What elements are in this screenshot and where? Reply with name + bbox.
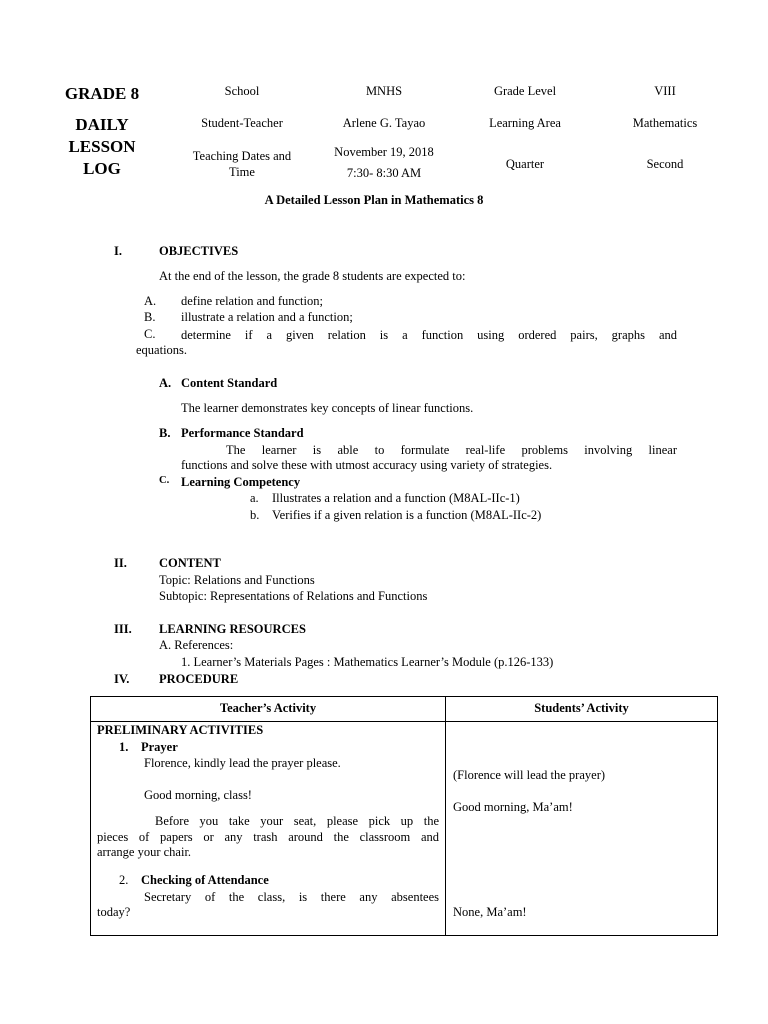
grade-level-label: Grade Level	[493, 84, 557, 98]
resources-lm-pages: 1. Learner’s Materials Pages : Mathematics Learner’s Module (p.126-133)	[181, 655, 554, 669]
performance-standard-heading: Performance Standard	[181, 426, 304, 440]
performance-standard-line-1: The learner is able to formulate real-life problems involving linear	[226, 443, 677, 457]
performance-standard-letter: B.	[159, 426, 171, 440]
learning-competency-letter: C.	[159, 475, 170, 486]
student-attendance-response: None, Ma’am!	[453, 905, 527, 919]
table-header-divider	[91, 721, 717, 722]
grade-level-value: VIII	[654, 84, 676, 98]
resources-references: A. References:	[159, 638, 234, 652]
dll-line-1: DAILY	[75, 115, 129, 134]
student-prayer-response: (Florence will lead the prayer)	[453, 768, 606, 782]
quarter-label: Quarter	[505, 157, 545, 171]
table-column-divider	[445, 697, 446, 935]
objective-b-letter: B.	[144, 310, 156, 324]
competency-b-letter: b.	[250, 508, 260, 522]
content-subtopic: Subtopic: Representations of Relations and Functions	[159, 589, 428, 603]
competency-a-text: Illustrates a relation and a function (M8AL-IIc-1)	[272, 491, 520, 505]
content-number: II.	[114, 556, 127, 570]
teacher-activity-header: Teacher’s Activity	[219, 701, 317, 715]
content-topic: Topic: Relations and Functions	[159, 573, 315, 587]
objective-b-text: illustrate a relation and a function;	[181, 310, 353, 324]
dll-line-3: LOG	[83, 159, 121, 178]
learning-competency-heading: Learning Competency	[181, 475, 301, 489]
learning-area-value: Mathematics	[632, 116, 698, 130]
instruction-line-2: pieces of papers or any trash around the classroom and	[97, 830, 439, 844]
procedure-number: IV.	[114, 672, 130, 686]
students-activity-header: Students’ Activity	[534, 701, 629, 715]
objectives-intro: At the end of the lesson, the grade 8 students are expected to:	[159, 269, 466, 283]
document-title: A Detailed Lesson Plan in Mathematics 8	[264, 193, 484, 207]
content-heading: CONTENT	[159, 556, 221, 570]
prayer-number: 1.	[119, 740, 129, 754]
prayer-text: Florence, kindly lead the prayer please.	[144, 756, 341, 770]
resources-heading: LEARNING RESOURCES	[159, 622, 306, 636]
objectives-number: I.	[114, 244, 122, 258]
quarter-value: Second	[646, 157, 684, 171]
school-value: MNHS	[365, 84, 403, 98]
content-standard-letter: A.	[159, 376, 172, 390]
prayer-heading: Prayer	[141, 740, 178, 754]
dates-label-line-1: Teaching Dates and	[192, 149, 292, 163]
objective-c-letter: C.	[144, 327, 156, 341]
time-value: 7:30- 8:30 AM	[346, 166, 422, 180]
resources-number: III.	[114, 622, 132, 636]
greeting-text: Good morning, class!	[144, 788, 252, 802]
objective-a-letter: A.	[144, 294, 157, 308]
attendance-line-2: today?	[97, 905, 131, 919]
competency-b-text: Verifies if a given relation is a function (M8AL-IIc-2)	[272, 508, 542, 522]
attendance-number: 2.	[119, 873, 129, 887]
student-teacher-value: Arlene G. Tayao	[342, 116, 426, 130]
competency-a-letter: a.	[250, 491, 259, 505]
date-value: November 19, 2018	[334, 145, 434, 159]
dll-line-2: LESSON	[68, 137, 136, 156]
instruction-line-3: arrange your chair.	[97, 845, 192, 859]
student-greeting-response: Good morning, Ma’am!	[453, 800, 573, 814]
objective-c-continuation: equations.	[136, 343, 188, 357]
attendance-heading: Checking of Attendance	[141, 873, 269, 887]
objective-a-text: define relation and function;	[181, 294, 323, 308]
learning-area-label: Learning Area	[489, 116, 561, 130]
objectives-heading: OBJECTIVES	[159, 244, 239, 258]
preliminary-activities-heading: PRELIMINARY ACTIVITIES	[97, 723, 264, 737]
performance-standard-line-2: functions and solve these with utmost accuracy using variety of strategies.	[181, 458, 553, 472]
instruction-line-1: Before you take your seat, please pick up the	[155, 814, 439, 828]
content-standard-text: The learner demonstrates key concepts of linear functions.	[181, 401, 474, 415]
content-standard-heading: Content Standard	[181, 376, 278, 390]
attendance-line-1: Secretary of the class, is there any absentees	[144, 890, 439, 904]
dates-label-line-2: Time	[229, 165, 255, 179]
procedure-heading: PROCEDURE	[159, 672, 239, 686]
objective-c-text: determine if a given relation is a function using ordered pairs, graphs and	[181, 328, 677, 342]
school-label: School	[224, 84, 260, 98]
activity-table	[90, 696, 718, 936]
student-teacher-label: Student-Teacher	[201, 116, 283, 130]
grade-heading: GRADE 8	[64, 84, 140, 103]
